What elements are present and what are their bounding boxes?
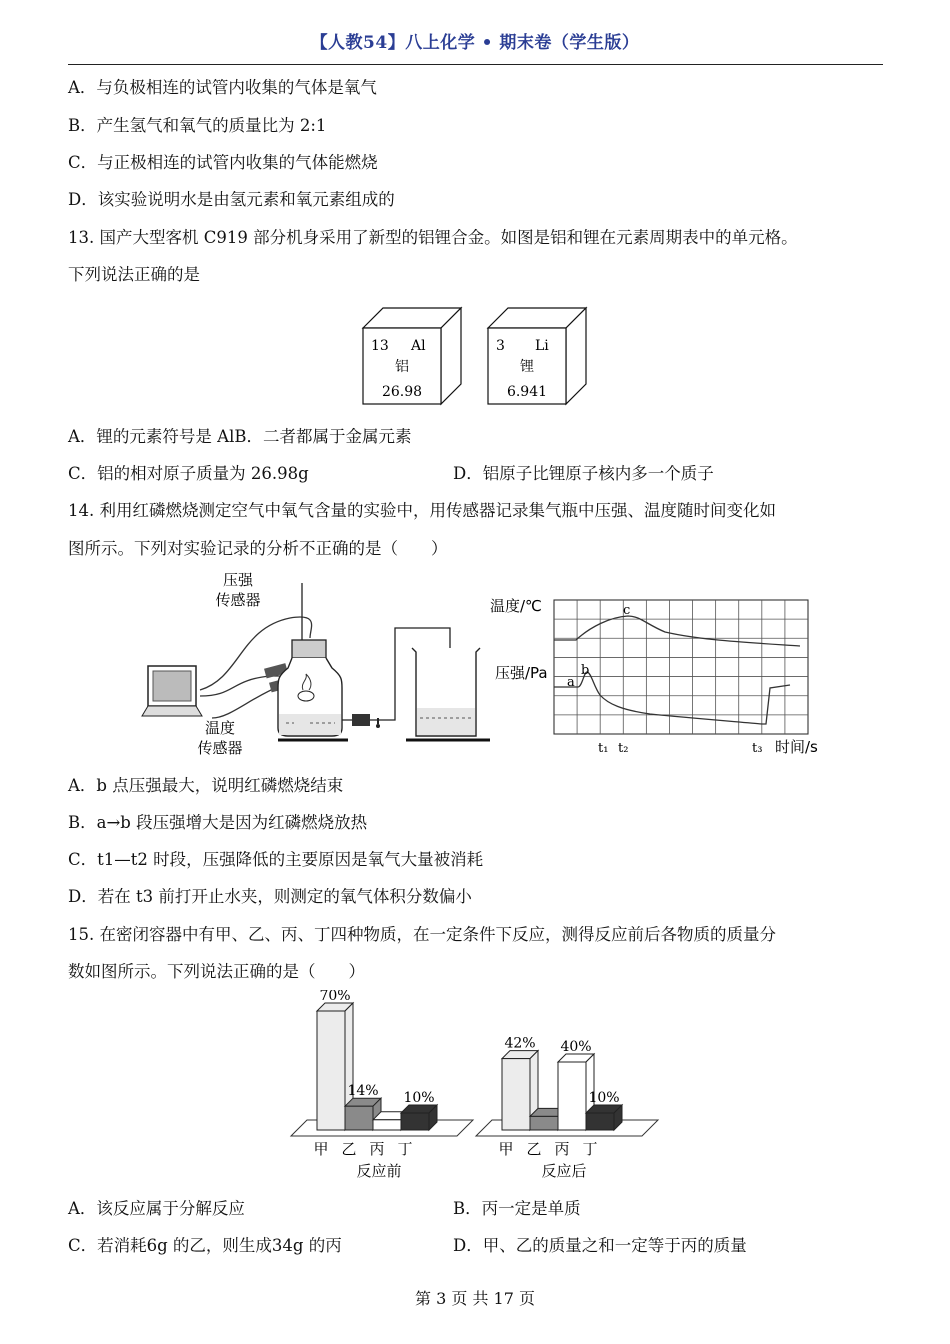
al-name: 铝 [395, 359, 409, 375]
q12-option-c: C．与正极相连的试管内收集的气体能燃烧 [68, 153, 378, 172]
li-symbol: Li [535, 338, 549, 354]
category-label: 乙 [341, 1140, 357, 1158]
category-label: 丙 [369, 1140, 385, 1158]
q14-stem-line1: 14. 利用红磷燃烧测定空气中氧气含量的实验中，用传感器记录集气瓶中压强、温度随时间变化如 [68, 501, 776, 520]
bar-front [586, 1113, 614, 1130]
q13-stem-line1: 13. 国产大型客机 C919 部分机身采用了新型的铝锂合金。如图是铝和锂在元素周期表中的单元格。 [68, 228, 798, 247]
bar-front [345, 1106, 373, 1130]
al-symbol: Al [411, 338, 426, 354]
page-footer: 第 3 页 共 17 页 [415, 1289, 535, 1308]
t3-tick-label: t₃ [752, 741, 763, 756]
q15-stem-line2: 数如图所示。下列说法正确的是（ ） [68, 962, 365, 981]
pressure-sensor-label-1: 压强 [222, 571, 254, 589]
bar-value-label: 10% [588, 1090, 620, 1106]
q13-stem-line2: 下列说法正确的是 [68, 265, 200, 284]
t1-tick-label: t₁ [598, 741, 609, 756]
bar-front [558, 1062, 586, 1130]
q15-stem-line1: 15. 在密闭容器中有甲、乙、丙、丁四种物质，在一定条件下反应，测得反应前后各物质的质量分 [68, 925, 776, 944]
category-label: 乙 [526, 1140, 542, 1158]
li-atomic-number: 3 [496, 338, 505, 354]
bar-front [373, 1120, 401, 1130]
time-axis-label: 时间/s [775, 738, 818, 756]
chart-title: 反应前 [356, 1162, 402, 1180]
q14-stem-line2: 图所示。下列对实验记录的分析不正确的是（ ） [68, 539, 448, 558]
bar-front [502, 1059, 530, 1130]
q13-option-c: C．铝的相对原子质量为 26.98g [68, 464, 309, 483]
temp-axis-label: 温度/℃ [490, 597, 542, 615]
chart-title: 反应后 [541, 1162, 587, 1180]
q12-option-d: D．该实验说明水是由氢元素和氧元素组成的 [68, 190, 395, 209]
category-label: 丙 [554, 1140, 570, 1158]
laptop-icon [142, 666, 202, 716]
q14-graph [490, 592, 830, 762]
category-label: 丁 [397, 1140, 413, 1158]
pressure-axis-label: 压强/Pa [495, 664, 548, 682]
q14-option-c: C．t1—t2 时段，压强降低的主要原因是氧气大量被消耗 [68, 850, 484, 869]
bar-value-label: 40% [560, 1039, 592, 1055]
point-c-label: c [623, 603, 631, 618]
pressure-curve [554, 672, 790, 724]
point-b-label: b [581, 663, 590, 678]
q15-bar-charts-after [470, 990, 670, 1190]
q14-option-d: D．若在 t3 前打开止水夹，则测定的氧气体积分数偏小 [68, 887, 472, 906]
li-mass: 6.941 [506, 384, 548, 400]
q15-option-b: B．丙一定是单质 [453, 1199, 581, 1218]
bar-value-label: 42% [504, 1035, 536, 1052]
t2-tick-label: t₂ [618, 741, 629, 756]
q15-option-c: C．若消耗6g 的乙，则生成34g 的丙 [68, 1236, 342, 1255]
q15-option-a: A．该反应属于分解反应 [68, 1199, 245, 1218]
category-label: 甲 [313, 1140, 329, 1158]
category-label: 丁 [582, 1140, 598, 1158]
graph-frame [554, 600, 808, 734]
category-label: 甲 [498, 1140, 514, 1158]
collecting-bottle [278, 640, 348, 740]
q14-option-b: B．a→b 段压强增大是因为红磷燃烧放热 [68, 813, 368, 832]
bar-value-label: 14% [347, 1083, 379, 1100]
q15-bar-charts [285, 990, 485, 1190]
al-mass: 26.98 [381, 384, 423, 400]
q14-option-a: A．b 点压强最大，说明红磷燃烧结束 [68, 776, 344, 795]
temp-sensor-label-2: 传感器 [197, 739, 243, 757]
q14-apparatus-figure [120, 568, 495, 763]
element-cell-li [488, 308, 586, 404]
q12-option-a: A．与负极相连的试管内收集的气体是氧气 [68, 78, 377, 97]
temp-sensor-label-1: 温度 [204, 719, 236, 737]
pressure-sensor-label-2: 传感器 [215, 591, 261, 609]
bar-front [530, 1116, 558, 1130]
q15-option-d: D．甲、乙的质量之和一定等于丙的质量 [453, 1236, 747, 1255]
header-divider [68, 64, 883, 65]
beaker [406, 648, 490, 740]
bar-value-label: 10% [403, 1090, 435, 1106]
graph-grid [554, 600, 808, 734]
bar-front [317, 1011, 345, 1130]
point-a-label: a [567, 675, 575, 690]
element-cells-figure [355, 300, 595, 410]
q12-option-b: B．产生氢气和氧气的质量比为 2:1 [68, 116, 327, 135]
page-header-title: 【人教54】八上化学 • 期末卷（学生版） [310, 33, 640, 53]
q13-option-d: D．铝原子比锂原子核内多一个质子 [453, 464, 714, 483]
bar-front [401, 1113, 429, 1130]
bar-1-丁 [586, 1105, 622, 1130]
q13-option-ab: A．锂的元素符号是 AlB．二者都属于金属元素 [68, 427, 412, 446]
bar-0-丁 [401, 1105, 437, 1130]
element-cell-al [363, 308, 461, 404]
bar-value-label: 70% [319, 990, 351, 1004]
al-atomic-number: 13 [371, 338, 389, 354]
temperature-curve [554, 616, 800, 646]
li-name: 锂 [520, 359, 534, 375]
